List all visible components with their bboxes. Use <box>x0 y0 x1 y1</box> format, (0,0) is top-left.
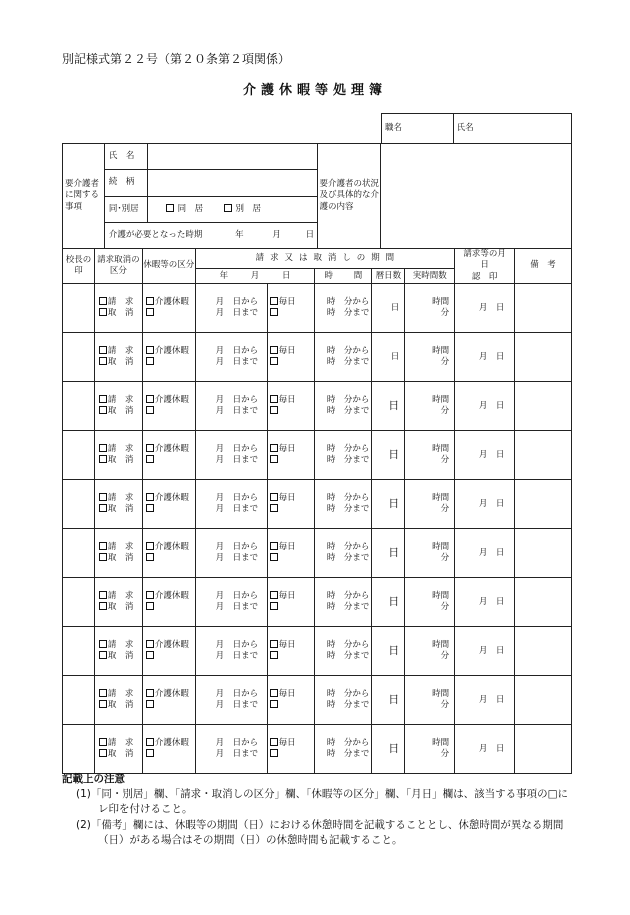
remarks-cell[interactable] <box>515 627 572 676</box>
table-row <box>63 382 572 431</box>
checkbox-icon <box>99 346 107 354</box>
actual-hours-cell[interactable]: 時間 分 <box>405 627 455 676</box>
daily-checkbox[interactable]: 毎日 <box>270 640 315 651</box>
remarks-cell[interactable] <box>515 529 572 578</box>
checkbox-icon <box>270 297 278 305</box>
care-start-day: 日 <box>305 229 315 240</box>
care-recipient-table <box>62 143 572 249</box>
cancel-checkbox[interactable]: 取 消 <box>99 602 142 613</box>
checkbox-icon <box>146 602 154 610</box>
leave-type-cell <box>142 627 195 676</box>
other-daily-checkbox[interactable] <box>270 749 315 760</box>
leave-type-cell <box>142 431 195 480</box>
notes-section <box>62 772 577 848</box>
checkbox-icon <box>146 738 154 746</box>
checkbox-icon <box>270 602 278 610</box>
other-leave-checkbox[interactable] <box>146 406 195 417</box>
checkbox-icon <box>146 651 154 659</box>
checkbox-icon <box>146 395 154 403</box>
principal-seal-cell[interactable] <box>63 382 95 431</box>
note-item: (2)「備考」欄には、休暇等の期間（日）における休憩時間を記載することとし、休憩時間が異なる期間（日）がある場合はその期間（日）の休憩時間も記載すること。 <box>76 818 564 846</box>
calendar-days-cell[interactable]: 日 <box>372 627 405 676</box>
leave-type-cell <box>142 333 195 382</box>
principal-seal-cell[interactable] <box>63 676 95 725</box>
care-leave-checkbox[interactable]: 介護休暇 <box>146 640 195 651</box>
time-range-cell[interactable]: 時 分から 時 分まで <box>315 431 372 480</box>
cancel-checkbox[interactable]: 取 消 <box>99 651 142 662</box>
checkbox-icon <box>99 406 107 414</box>
checkbox-icon <box>99 553 107 561</box>
daily-checkbox[interactable]: 毎日 <box>270 444 315 455</box>
remarks-cell[interactable] <box>515 382 572 431</box>
date-range-cell[interactable]: 月 日から 月 日まで <box>195 676 267 725</box>
other-leave-checkbox[interactable] <box>146 602 195 613</box>
other-leave-checkbox[interactable] <box>146 357 195 368</box>
date-range-cell[interactable]: 月 日から 月 日まで <box>195 382 267 431</box>
checkbox-icon <box>146 640 154 648</box>
leave-type-cell <box>142 578 195 627</box>
checkbox-icon <box>146 297 154 305</box>
checkbox-icon <box>146 308 154 316</box>
actual-hours-cell[interactable]: 時間 分 <box>405 725 455 774</box>
remarks-cell[interactable] <box>515 431 572 480</box>
other-leave-checkbox[interactable] <box>146 749 195 760</box>
daily-checkbox[interactable]: 毎日 <box>270 591 315 602</box>
care-start-label: 介護が必要となった時期 <box>108 229 203 240</box>
request-cancel-cell <box>94 431 142 480</box>
checkbox-icon <box>270 395 278 403</box>
residence-label: 同･別居 <box>104 197 147 223</box>
care-leave-checkbox[interactable]: 介護休暇 <box>146 738 195 749</box>
care-start-month: 月 <box>272 229 281 240</box>
daily-cell <box>267 529 315 578</box>
principal-seal-cell[interactable] <box>63 333 95 382</box>
actual-hours-header: 実時間数 <box>405 269 455 284</box>
notes-heading: 記載上の注意 <box>62 773 125 785</box>
table-row <box>63 431 572 480</box>
period-header: 請求又は取消しの期間 <box>195 249 455 269</box>
principal-seal-cell[interactable] <box>63 284 95 333</box>
leave-type-cell <box>142 284 195 333</box>
other-leave-checkbox[interactable] <box>146 504 195 515</box>
request-checkbox[interactable]: 請 求 <box>99 444 142 455</box>
other-leave-checkbox[interactable] <box>146 651 195 662</box>
care-leave-checkbox[interactable]: 介護休暇 <box>146 591 195 602</box>
table-row <box>63 578 572 627</box>
leave-type-cell <box>142 529 195 578</box>
principal-seal-cell[interactable] <box>63 431 95 480</box>
calendar-days-cell[interactable]: 日 <box>372 284 405 333</box>
checkbox-icon <box>270 504 278 512</box>
daily-checkbox[interactable]: 毎日 <box>270 689 315 700</box>
checkbox-icon <box>99 640 107 648</box>
daily-cell <box>267 578 315 627</box>
request-date-cell[interactable]: 月 日 <box>455 333 515 382</box>
time-range-cell[interactable]: 時 分から 時 分まで <box>315 382 372 431</box>
request-date-cell[interactable]: 月 日 <box>455 578 515 627</box>
remarks-cell[interactable] <box>515 676 572 725</box>
request-cancel-cell <box>94 529 142 578</box>
other-daily-checkbox[interactable] <box>270 357 315 368</box>
document-title: 介護休暇等処理簿 <box>242 83 387 98</box>
remarks-cell[interactable] <box>515 284 572 333</box>
care-leave-checkbox[interactable]: 介護休暇 <box>146 395 195 406</box>
checkbox-icon <box>270 493 278 501</box>
note-item: (1)「同・別居」欄、「請求・取消しの区分」欄、「休暇等の区分」欄、「月日」欄は、該当する事項の□にレ印を付けること。 <box>76 788 569 816</box>
checkbox-icon <box>270 651 278 659</box>
daily-checkbox[interactable]: 毎日 <box>270 542 315 553</box>
principal-seal-cell[interactable] <box>63 725 95 774</box>
checkbox-icon <box>146 444 154 452</box>
time-range-cell[interactable]: 時 分から 時 分まで <box>315 627 372 676</box>
recipient-name-label: 氏 名 <box>104 144 147 170</box>
checkbox-icon <box>270 749 278 757</box>
cancel-checkbox[interactable]: 取 消 <box>99 749 142 760</box>
request-cancel-cell <box>94 578 142 627</box>
checkbox-icon <box>166 204 174 212</box>
request-checkbox[interactable]: 請 求 <box>99 542 142 553</box>
care-leave-checkbox[interactable]: 介護休暇 <box>146 297 195 308</box>
daily-cell <box>267 725 315 774</box>
checkbox-icon <box>270 406 278 414</box>
other-leave-checkbox[interactable] <box>146 455 195 466</box>
table-row <box>63 480 572 529</box>
staff-name-field[interactable]: 氏名 <box>453 114 571 144</box>
other-daily-checkbox[interactable] <box>270 602 315 613</box>
daily-checkbox[interactable]: 毎日 <box>270 395 315 406</box>
date-range-cell[interactable]: 月 日から 月 日まで <box>195 578 267 627</box>
other-daily-checkbox[interactable] <box>270 406 315 417</box>
calendar-days-cell[interactable]: 日 <box>372 333 405 382</box>
date-range-cell[interactable]: 月 日から 月 日まで <box>195 627 267 676</box>
care-condition-label: 要介護者の状況及び具体的な介護の内容 <box>317 144 381 249</box>
request-cancel-cell <box>94 725 142 774</box>
ymd-header: 年 月 日 <box>195 269 315 284</box>
request-date-cell[interactable]: 月 日 <box>455 676 515 725</box>
principal-seal-cell[interactable] <box>63 627 95 676</box>
request-checkbox[interactable]: 請 求 <box>99 689 142 700</box>
leave-type-header: 休暇等の区分 <box>142 249 195 284</box>
checkbox-icon <box>270 542 278 550</box>
cancel-checkbox[interactable]: 取 消 <box>99 504 142 515</box>
table-row <box>63 627 572 676</box>
request-date-cell[interactable]: 月 日 <box>455 627 515 676</box>
table-row <box>63 676 572 725</box>
request-checkbox[interactable]: 請 求 <box>99 297 142 308</box>
checkbox-icon <box>99 651 107 659</box>
actual-hours-cell[interactable]: 時間 分 <box>405 529 455 578</box>
principal-seal-cell[interactable] <box>63 578 95 627</box>
table-row <box>63 333 572 382</box>
checkbox-icon <box>99 738 107 746</box>
daily-checkbox[interactable]: 毎日 <box>270 297 315 308</box>
calendar-days-cell[interactable]: 日 <box>372 480 405 529</box>
checkbox-icon <box>146 542 154 550</box>
checkbox-icon <box>270 738 278 746</box>
other-daily-checkbox[interactable] <box>270 308 315 319</box>
checkbox-icon <box>99 749 107 757</box>
request-cancel-cell <box>94 333 142 382</box>
request-cancel-cell <box>94 627 142 676</box>
leave-type-cell <box>142 725 195 774</box>
checkbox-icon <box>146 689 154 697</box>
checkbox-icon <box>270 357 278 365</box>
request-cancel-cell <box>94 480 142 529</box>
request-checkbox[interactable]: 請 求 <box>99 738 142 749</box>
daily-cell <box>267 382 315 431</box>
calendar-days-cell[interactable]: 日 <box>372 529 405 578</box>
staff-info-table <box>381 113 572 144</box>
relationship-label: 続 柄 <box>104 170 147 197</box>
checkbox-icon <box>146 357 154 365</box>
other-leave-checkbox[interactable] <box>146 700 195 711</box>
checkbox-icon <box>270 346 278 354</box>
request-checkbox[interactable]: 請 求 <box>99 395 142 406</box>
calendar-days-cell[interactable]: 日 <box>372 725 405 774</box>
principal-seal-cell[interactable] <box>63 480 95 529</box>
actual-hours-cell[interactable]: 時間 分 <box>405 431 455 480</box>
other-leave-checkbox[interactable] <box>146 308 195 319</box>
time-range-cell[interactable]: 時 分から 時 分まで <box>315 333 372 382</box>
checkbox-icon <box>270 591 278 599</box>
checkbox-icon <box>99 689 107 697</box>
other-daily-checkbox[interactable] <box>270 553 315 564</box>
daily-cell <box>267 333 315 382</box>
request-date-cell[interactable]: 月 日 <box>455 480 515 529</box>
request-date-cell[interactable]: 月 日 <box>455 529 515 578</box>
care-leave-checkbox[interactable]: 介護休暇 <box>146 542 195 553</box>
other-leave-checkbox[interactable] <box>146 553 195 564</box>
request-cancel-header: 請求取消の区分 <box>94 249 142 284</box>
residence-options <box>147 197 317 223</box>
daily-cell <box>267 627 315 676</box>
time-range-cell[interactable]: 時 分から 時 分まで <box>315 725 372 774</box>
checkbox-icon <box>146 749 154 757</box>
request-checkbox[interactable]: 請 求 <box>99 591 142 602</box>
cancel-checkbox[interactable]: 取 消 <box>99 700 142 711</box>
checkbox-icon <box>270 308 278 316</box>
daily-checkbox[interactable]: 毎日 <box>270 738 315 749</box>
checkbox-icon <box>99 297 107 305</box>
request-checkbox[interactable]: 請 求 <box>99 640 142 651</box>
checkbox-icon <box>146 455 154 463</box>
cancel-checkbox[interactable]: 取 消 <box>99 455 142 466</box>
cancel-checkbox[interactable]: 取 消 <box>99 357 142 368</box>
date-range-cell[interactable]: 月 日から 月 日まで <box>195 480 267 529</box>
job-title-field[interactable]: 職名 <box>382 114 454 144</box>
actual-hours-cell[interactable]: 時間 分 <box>405 382 455 431</box>
checkbox-icon <box>270 640 278 648</box>
checkbox-icon <box>99 455 107 463</box>
checkbox-icon <box>146 406 154 414</box>
checkbox-icon <box>146 553 154 561</box>
care-start-year: 年 <box>235 229 244 240</box>
form-number: 別記様式第２２号（第２０条第２項関係） <box>62 52 291 66</box>
daily-cell <box>267 480 315 529</box>
checkbox-icon <box>146 591 154 599</box>
date-range-cell[interactable]: 月 日から 月 日まで <box>195 529 267 578</box>
daily-checkbox[interactable]: 毎日 <box>270 493 315 504</box>
actual-hours-cell[interactable]: 時間 分 <box>405 333 455 382</box>
cancel-checkbox[interactable]: 取 消 <box>99 406 142 417</box>
care-leave-checkbox[interactable]: 介護休暇 <box>146 689 195 700</box>
checkbox-icon <box>146 346 154 354</box>
relationship-field[interactable] <box>147 170 317 197</box>
request-date-cell[interactable]: 月 日 <box>455 431 515 480</box>
checkbox-icon <box>99 493 107 501</box>
other-daily-checkbox[interactable] <box>270 700 315 711</box>
calendar-days-cell[interactable]: 日 <box>372 431 405 480</box>
time-header: 時 間 <box>315 269 372 284</box>
daily-cell <box>267 676 315 725</box>
care-start-row <box>104 223 317 249</box>
daily-checkbox[interactable]: 毎日 <box>270 346 315 357</box>
actual-hours-cell[interactable]: 時間 分 <box>405 480 455 529</box>
date-range-cell[interactable]: 月 日から 月 日まで <box>195 284 267 333</box>
calendar-days-cell[interactable]: 日 <box>372 578 405 627</box>
calendar-days-cell[interactable]: 日 <box>372 676 405 725</box>
other-daily-checkbox[interactable] <box>270 504 315 515</box>
actual-hours-cell[interactable]: 時間 分 <box>405 284 455 333</box>
leave-type-cell <box>142 480 195 529</box>
remarks-cell[interactable] <box>515 725 572 774</box>
time-range-cell[interactable]: 時 分から 時 分まで <box>315 284 372 333</box>
care-leave-checkbox[interactable]: 介護休暇 <box>146 493 195 504</box>
checkbox-icon <box>99 602 107 610</box>
checkbox-icon <box>99 542 107 550</box>
checkbox-icon <box>270 689 278 697</box>
leave-record-table <box>62 248 572 774</box>
recipient-name-field[interactable] <box>147 144 317 170</box>
checkbox-icon <box>224 204 232 212</box>
request-date-cell[interactable]: 月 日 <box>455 725 515 774</box>
remarks-cell[interactable] <box>515 333 572 382</box>
checkbox-icon <box>270 700 278 708</box>
checkbox-icon <box>146 504 154 512</box>
calendar-days-header: 暦日数 <box>372 269 405 284</box>
care-condition-field[interactable] <box>381 144 572 249</box>
request-date-header: 請求等の月 日 認 印 <box>455 249 515 284</box>
remarks-cell[interactable] <box>515 578 572 627</box>
leave-type-cell <box>142 676 195 725</box>
request-date-cell[interactable]: 月 日 <box>455 382 515 431</box>
table-row <box>63 529 572 578</box>
cancel-checkbox[interactable]: 取 消 <box>99 553 142 564</box>
daily-cell <box>267 284 315 333</box>
checkbox-icon <box>99 504 107 512</box>
same-residence-checkbox[interactable]: 同 居 <box>166 204 203 214</box>
checkbox-icon <box>270 444 278 452</box>
other-daily-checkbox[interactable] <box>270 651 315 662</box>
principal-seal-cell[interactable] <box>63 529 95 578</box>
cancel-checkbox[interactable]: 取 消 <box>99 308 142 319</box>
other-daily-checkbox[interactable] <box>270 455 315 466</box>
checkbox-icon <box>99 591 107 599</box>
table-row <box>63 284 572 333</box>
care-leave-checkbox[interactable]: 介護休暇 <box>146 346 195 357</box>
separate-residence-checkbox[interactable]: 別 居 <box>224 204 261 214</box>
checkbox-icon <box>99 308 107 316</box>
checkbox-icon <box>99 357 107 365</box>
request-cancel-cell <box>94 284 142 333</box>
checkbox-icon <box>99 444 107 452</box>
care-recipient-section-label: 要介護者に関する事項 <box>63 144 105 249</box>
daily-cell <box>267 431 315 480</box>
request-date-cell[interactable]: 月 日 <box>455 284 515 333</box>
checkbox-icon <box>270 553 278 561</box>
request-cancel-cell <box>94 382 142 431</box>
date-range-cell[interactable]: 月 日から 月 日まで <box>195 333 267 382</box>
leave-type-cell <box>142 382 195 431</box>
checkbox-icon <box>99 395 107 403</box>
table-row <box>63 725 572 774</box>
calendar-days-cell[interactable]: 日 <box>372 382 405 431</box>
date-range-cell[interactable]: 月 日から 月 日まで <box>195 725 267 774</box>
checkbox-icon <box>99 700 107 708</box>
request-checkbox[interactable]: 請 求 <box>99 493 142 504</box>
remarks-cell[interactable] <box>515 480 572 529</box>
care-leave-checkbox[interactable]: 介護休暇 <box>146 444 195 455</box>
time-range-cell[interactable]: 時 分から 時 分まで <box>315 676 372 725</box>
principal-seal-header: 校長の印 <box>63 249 95 284</box>
request-checkbox[interactable]: 請 求 <box>99 346 142 357</box>
actual-hours-cell[interactable]: 時間 分 <box>405 676 455 725</box>
checkbox-icon <box>146 700 154 708</box>
time-range-cell[interactable]: 時 分から 時 分まで <box>315 578 372 627</box>
time-range-cell[interactable]: 時 分から 時 分まで <box>315 480 372 529</box>
checkbox-icon <box>270 455 278 463</box>
request-cancel-cell <box>94 676 142 725</box>
checkbox-icon <box>146 493 154 501</box>
time-range-cell[interactable]: 時 分から 時 分まで <box>315 529 372 578</box>
date-range-cell[interactable]: 月 日から 月 日まで <box>195 431 267 480</box>
remarks-header: 備 考 <box>515 249 572 284</box>
actual-hours-cell[interactable]: 時間 分 <box>405 578 455 627</box>
